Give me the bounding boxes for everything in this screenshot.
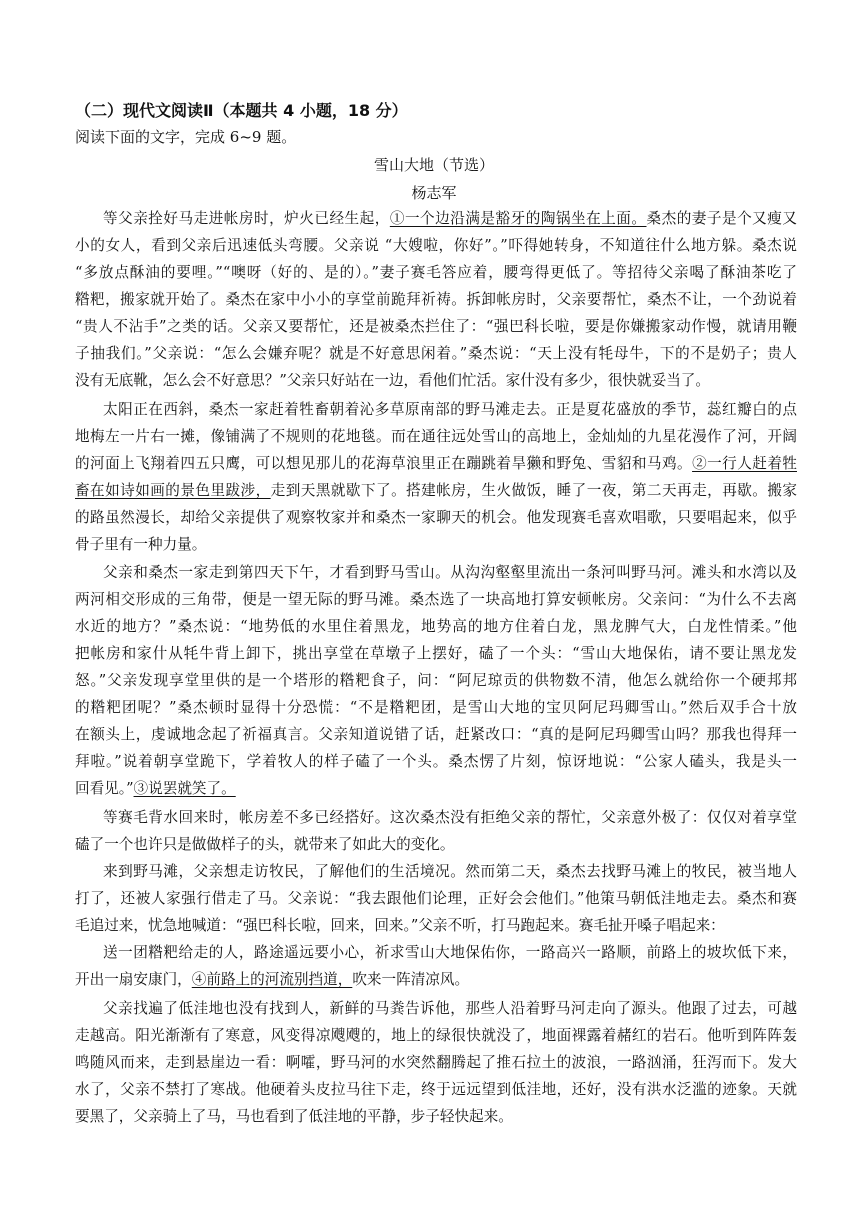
- line-text: 地梅左一片右一摊，像铺满了不规则的花地毯。而在通往远处雪山的高地上，金灿灿的九星花漫作了河，开阔: [75, 428, 797, 445]
- passage-line: [75, 587, 797, 613]
- line-text: 开出一扇安康门，: [75, 971, 192, 988]
- passage-line: [75, 233, 797, 259]
- line-text: 等赛毛背水回来时，帐房差不多已经搭好。这次桑杰没有拒绝父亲的帮忙，父亲意外极了：仅仅对着享堂: [103, 809, 797, 826]
- passage-line: [103, 859, 797, 885]
- line-text: 把帐房和家什从牦牛背上卸下，挑出享堂在草墩子上摆好，磕了一个头：“雪山大地保佑，请不要让黑龙发: [75, 645, 797, 662]
- passage-line: [75, 722, 797, 748]
- line-text: 走越高。阳光渐渐有了寒意，风变得凉飕飕的，地上的绿很快就没了，地面裸露着赭红的岩石。他听到阵阵轰: [75, 1027, 797, 1044]
- passage-line: [75, 1023, 797, 1049]
- line-text: 磕了一个也许只是做做样子的头，就带来了如此大的变化。: [75, 836, 455, 853]
- line-text: 吹来一阵清凉风。: [352, 971, 470, 988]
- passage-line: [75, 641, 797, 667]
- line-text: 桑杰的妻子是个又瘦又: [646, 210, 797, 227]
- passage-line: [75, 260, 797, 286]
- line-text: 的糌粑团呢？”桑杰顿时显得十分恐慌：“不是糌粑团，是雪山大地的宝贝阿尼玛卿雪山。”然后双手合十放: [75, 699, 797, 716]
- passage-line: [75, 1050, 797, 1076]
- passage-line: [75, 614, 797, 640]
- line-text: 打了，还被人家强行借走了马。父亲说：“我去跟他们论理，正好会会他们。”他策马朝低洼地走去。桑杰和赛: [75, 890, 797, 907]
- line-text: 要黑了，父亲骑上了马，马也看到了低洼地的平静，步子轻快起来。: [75, 1108, 513, 1125]
- passage-line: [75, 967, 797, 993]
- underlined-sentence: 畜在如诗如画的景色里跋涉，: [75, 482, 271, 499]
- line-text: 水近的地方？”桑杰说：“地势低的水里住着黑龙，地势高的地方住着白龙，黑龙脾气大，白龙性情柔。”他: [75, 618, 797, 635]
- passage-line: [75, 532, 797, 558]
- line-text: 两河相交形成的三角带，便是一望无际的野马滩。桑杰选了一块高地打算安顿帐房。父亲问：“为什么不去离: [75, 591, 797, 608]
- line-text: 父亲找遍了低洼地也没有找到人，新鲜的马粪告诉他，那些人沿着野马河走向了源头。他跟了过去，可越: [103, 1000, 797, 1017]
- passage-line: [103, 996, 797, 1022]
- line-text: “贵人不沾手”之类的话。父亲又要帮忙，还是被桑杰拦住了：“强巴科长啦，要是你嫌搬家动作慢，就请用鞭: [75, 318, 797, 335]
- instruction-text: 阅读下面的文字，完成 6~9 题。: [75, 128, 297, 146]
- line-text: 走到天黑就歇下了。搭建帐房，生火做饭，睡了一夜，第二天再走，再歇。搬家: [270, 482, 797, 499]
- line-text: 来到野马滩，父亲想走访牧民，了解他们的生活境况。然而第二天，桑杰去找野马滩上的牧民，被当地人: [103, 863, 797, 880]
- passage-line: [75, 749, 797, 775]
- underlined-sentence: ①一个边沿满是豁牙的陶锅坐在上面。: [389, 210, 647, 227]
- passage-line: [75, 668, 797, 694]
- passage-line: [75, 695, 797, 721]
- passage-line: [75, 886, 797, 912]
- passage-line: [103, 940, 797, 966]
- passage-line: [75, 424, 797, 450]
- passage-line: [75, 341, 797, 367]
- line-text: 水了，父亲不禁打了寒战。他硬着头皮拉马往下走，终于远远望到低洼地，还好，没有洪水泛滥的迹象。天就: [75, 1081, 797, 1098]
- line-text: 小的女人，看到父亲后迅速低头弯腰。父亲说 “大嫂啦，你好”。”吓得她转身，不知道往什么地方躲。桑杰说: [75, 237, 797, 254]
- line-text: 的路虽然漫长，却给父亲提供了观察牧家并和桑杰一家聊天的机会。他发现赛毛喜欢唱歌，只要唱起来，似乎: [75, 509, 797, 526]
- line-text: 毛追过来，忧急地喊道：“强巴科长啦，回来，回来。”父亲不听，打马跑起来。赛毛扯开嗓子唱起来：: [75, 917, 725, 934]
- line-text: 等父亲拴好马走进帐房时，炉火已经生起，: [103, 210, 390, 227]
- section-heading: （二）现代文阅读Ⅱ（本题共 4 小题，18 分）: [75, 101, 408, 120]
- passage-line: [75, 832, 797, 858]
- line-text: 送一团糌粑给走的人，路途遥远要小心，祈求雪山大地保佑你，一路高兴一路顺，前路上的坡坎低下来，: [103, 944, 797, 961]
- line-text: 在额头上，虔诚地念起了祈福真言。父亲知道说错了话，赶紧改口：“真的是阿尼玛卿雪山吗？那我也得拜一: [75, 726, 797, 743]
- passage-line: [75, 451, 797, 477]
- line-text: 父亲和桑杰一家走到第四天下午，才看到野马雪山。从沟沟壑壑里流出一条河叫野马河。滩头和水湾以及: [103, 564, 797, 581]
- passage-line: [75, 314, 797, 340]
- line-text: 回看见。”: [75, 780, 134, 797]
- passage-line: [75, 287, 797, 313]
- passage-title: 雪山大地（节选）: [373, 156, 494, 174]
- line-text: 鸣随风而来，走到悬崖边一看：啊嚯，野马河的水突然翻腾起了推石拉土的波浪，一路汹涌，狂泻而下。发大: [75, 1054, 797, 1071]
- passage-line: [75, 776, 797, 802]
- passage-line: [75, 368, 797, 394]
- passage-line: [75, 1077, 797, 1103]
- passage-line: [75, 478, 797, 504]
- underlined-sentence: ④前路上的河流别挡道，: [191, 971, 353, 988]
- passage-line: [103, 805, 797, 831]
- line-text: 子抽我们。”父亲说：“怎么会嫌弃呢？就是不好意思闲着。”桑杰说：“天上没有牦母牛，下的不是奶子；贵人: [75, 345, 797, 362]
- passage-line: [75, 1104, 797, 1130]
- line-text: 糌粑，搬家就开始了。桑杰在家中小小的享堂前跪拜祈祷。拆卸帐房时，父亲要帮忙，桑杰不让，一个劲说着: [75, 291, 797, 308]
- passage-line: [103, 560, 797, 586]
- passage-line: [75, 505, 797, 531]
- underlined-sentence: ③说罢就笑了。: [133, 780, 236, 797]
- line-text: 拜啦。”说着朝享堂跪下，学着牧人的样子磕了一个头。桑杰愣了片刻，惊讶地说：“公家人磕头，我是头一: [75, 753, 797, 770]
- passage-line: [103, 397, 797, 423]
- line-text: “多放点酥油的要哩。”“噢呀（好的、是的）。”妻子赛毛答应着，腰弯得更低了。等招待父亲喝了酥油茶吃了: [75, 264, 797, 281]
- line-text: 怒。”父亲发现享堂里供的是一个塔形的糌粑食子，问：“阿尼琼贡的供物数不清，他怎么就给你一个硬邦邦: [75, 672, 797, 689]
- line-text: 没有无底靴，怎么会不好意思？”父亲只好站在一边，看他们忙活。家什没有多少，很快就妥当了。: [75, 372, 710, 389]
- passage-line: [75, 913, 797, 939]
- passage-line: [103, 206, 797, 232]
- passage-author: 杨志军: [411, 184, 457, 202]
- line-text: 骨子里有一种力量。: [75, 536, 207, 553]
- line-text: 的河面上飞翔着四五只鹰，可以想见那儿的花海草浪里正在蹦跳着旱獭和野兔、雪貂和马鸡。: [75, 455, 693, 472]
- underlined-sentence: ②一行人赶着牲: [692, 455, 797, 472]
- line-text: 太阳正在西斜，桑杰一家赶着牲畜朝着沁多草原南部的野马滩走去。正是夏花盛放的季节，蕊红瓣白的点: [103, 401, 797, 418]
